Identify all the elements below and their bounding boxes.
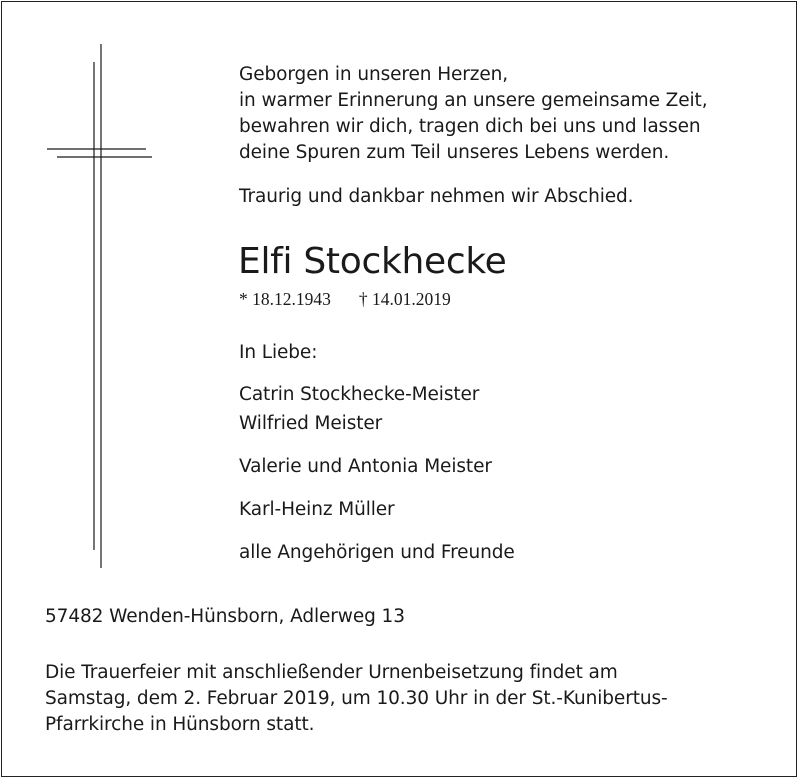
mourner-name: Valerie und Antonia Meister <box>239 456 492 477</box>
mourner-name: Catrin Stockhecke-Meister <box>239 384 480 405</box>
mourner-name: alle Angehörigen und Freunde <box>239 542 515 563</box>
notice-line: Samstag, dem 2. Februar 2019, um 10.30 Uhr in der St.-Kunibertus- <box>45 688 668 709</box>
mourner-entry <box>239 540 515 566</box>
poem-line: Geborgen in unseren Herzen, <box>239 64 509 85</box>
farewell-line: Traurig und dankbar nehmen wir Abschied. <box>239 186 634 207</box>
farewell-text <box>239 184 633 210</box>
mourner-name: Karl-Heinz Müller <box>239 499 395 520</box>
life-dates <box>239 288 451 310</box>
poem-line: deine Spuren zum Teil unseres Lebens werden. <box>239 142 670 163</box>
poem-line: in warmer Erinnerung an unsere gemeinsame Zeit, <box>239 90 708 111</box>
memorial-poem <box>239 62 708 166</box>
mourner-name: Wilfried Meister <box>239 413 383 434</box>
poem-line: bewahren wir dich, tragen dich bei uns und lassen <box>239 116 701 137</box>
notice-line: Die Trauerfeier mit anschließender Urnenbeisetzung findet am <box>45 662 618 683</box>
mourner-entry <box>239 382 479 408</box>
mourner-entry <box>239 454 492 480</box>
deceased-name: Elfi Stockhecke <box>238 241 507 282</box>
death-date: † 14.01.2019 <box>358 289 451 309</box>
mourner-entry <box>239 497 395 523</box>
family-address <box>45 604 405 630</box>
funeral-service-notice <box>45 660 668 738</box>
address-line: 57482 Wenden-Hünsborn, Adlerweg 13 <box>45 606 405 627</box>
birth-date: * 18.12.1943 <box>239 289 331 309</box>
notice-line: Pfarrkirche in Hünsborn statt. <box>45 714 315 735</box>
mourner-entry <box>239 411 382 437</box>
in-love-heading <box>239 340 317 366</box>
in-love-label: In Liebe: <box>239 342 318 363</box>
